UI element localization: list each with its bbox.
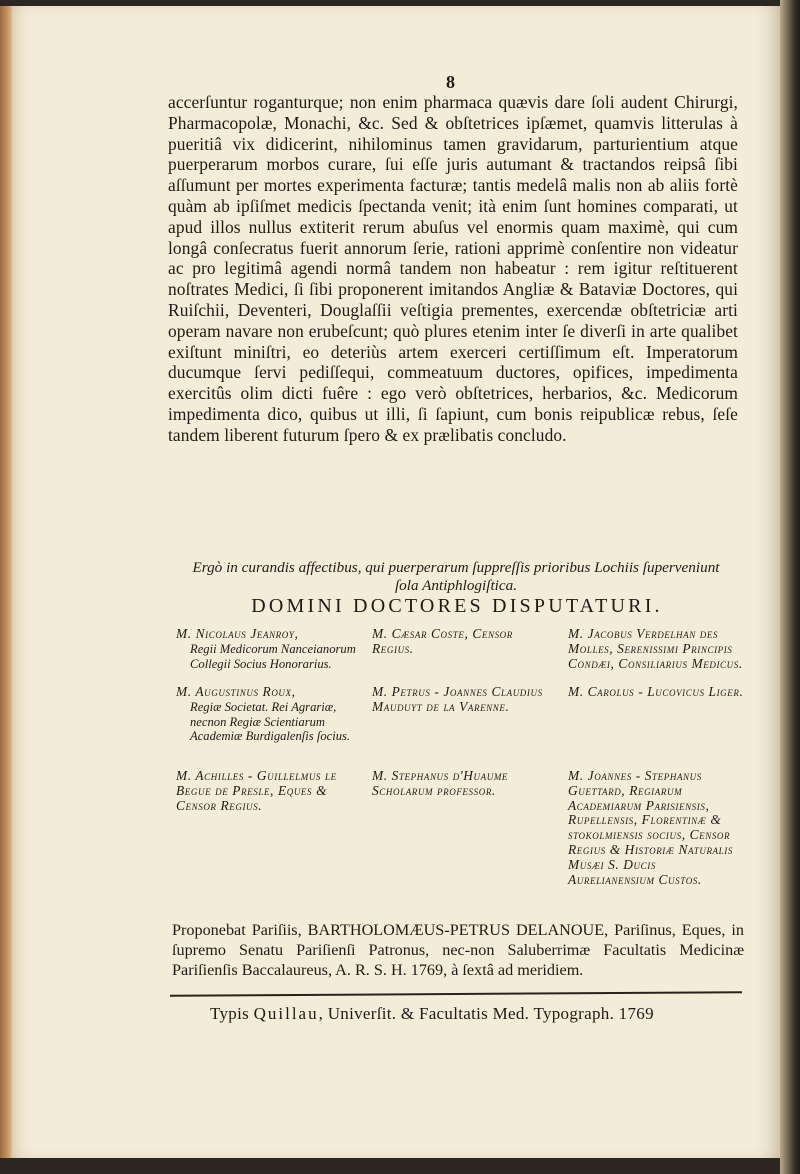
disputant-entry: [568, 769, 746, 887]
page-number: 8: [446, 72, 455, 92]
disputant-name: M. Stephanus d'Huaume Scholarum profeſſor.: [372, 768, 509, 798]
proponebat-paragraph: Proponebat Pariſiis, BARTHOLOMÆUS-PETRUS DELANOUE, Pariſinus, Eques, in ſupremo Senatu Pariſienſi Patronus, nec-non Saluberrimæ Facultatis Medicinæ Pariſienſis Baccalaureus, A. R. S. H. 1769, à ſextâ ad meridiem.: [172, 921, 744, 979]
disputant-entry: [176, 769, 364, 813]
disputant-desc: Regii Medicorum Nanceianorum Collegii Socius Honorarius.: [190, 641, 356, 671]
printer-line: [210, 1004, 750, 1024]
printer-name: Quillau: [253, 1004, 319, 1023]
ergo-thesis: Ergò in curandis affectibus, qui puerperarum ſuppreſſis prioribus Lochiis ſuperveniunt ſola Antiphlogiſtica.: [192, 559, 720, 594]
printer-rest: , Univerſit. & Facultatis Med. Typograph. 1769: [318, 1004, 654, 1023]
printer-prefix: Typis: [210, 1004, 250, 1023]
disputant-name: M. Cæsar Coste, Cenſor Regius.: [372, 626, 513, 656]
disputant-entry: [568, 685, 746, 759]
disputant-name: M. Achilles - Guillelmus le Begue de Presle, Eques & Cenſor Regius.: [176, 768, 337, 813]
disputant-name: M. Nicolaus Jeanroy,: [176, 626, 299, 641]
disputant-entry: [568, 627, 746, 675]
disputant-name: M. Petrus - Joannes Claudius Mauduyt de la Varenne.: [372, 684, 543, 714]
disputant-entry: [372, 769, 552, 799]
disputant-name: M. Carolus - Lucovicus Liger.: [568, 684, 744, 699]
disputants-column-1: [176, 627, 364, 823]
disputants-heading: DOMINI DOCTORES DISPUTATURI.: [251, 595, 663, 617]
disputants-column-3: [568, 627, 746, 897]
disputant-entry: [176, 627, 364, 675]
disputant-name: M. Joannes - Stephanus Guettard, Regiarum Academiarum Pariſienſis, Rupellenſis, Florentinæ & ſtokolmienſis ſocius, Cenſor Regius & Hiſtoriæ Naturalis Muſæi S. Ducis Aurelianenſium Cuſtos.: [568, 768, 733, 887]
disputants-column-2: [372, 627, 552, 809]
disputant-entry: [176, 685, 364, 759]
disputant-entry: [372, 627, 552, 675]
book-gutter-right: [780, 0, 800, 1174]
body-text: accerſuntur roganturque; non enim pharmaca quævis dare ſoli audent Chirurgi, Pharmacopolæ, Monachi, &c. Sed & obſtetrices ipſæmet, quamvis litterulas à pueritiâ vix didicerint, nihilominus tamen gravidarum, parturientium atque puerperarum morbos curare, ſui eſſe juris autumant & tractandos reipsâ ſibi aſſumunt per mortes experimenta facturæ; tantis medelâ malis non ab aliis fortè quàm ab ipſiſmet medicis ſpectanda venit; ità enim ſunt homines comparati, ut apud illos nullus extiterit rerum abuſus vel enormis quam maximè, qui cum longâ conſecratus fuerit annorum ſerie, rationi apprimè conſentire non videatur ac pro legitimâ agendi normâ tandem non habeatur : rem igitur reſtituerent noſtrates Medici, ſi ſibi proponerent imitandos Angliæ & Bataviæ Doctores, qui Ruiſchii, Deventeri, Douglaſſii veſtigia prementes, exercendæ obſtetriciæ arti operam navare non erubeſcunt; quò plures etenim inter ſe diverſi in arte qualibet exiſtunt miniſtri, eo deteriùs artem exerceri certiſſimum eſt. Imperatorum ducumque ſervi pediſſequi, commeatuum ductores, opifices, impedimenta exercitûs olim dicti fuêre : ego verò obſtetrices, herbarios, &c. Medicorum impedimenta dico, quibus ut illi, ſi ſapiunt, cum bonis reipublicæ rebus, ſeſe tandem liberent futurum ſpero & ex prælibatis concludo.: [168, 92, 738, 445]
disputant-name: M. Jacobus Verdelhan des Molles, Sereniſſimi Principis Condæi, Conſiliarius Medicus.: [568, 626, 743, 671]
body-paragraph: [168, 92, 738, 446]
disputant-entry: [372, 685, 552, 759]
disputant-desc: Regiæ Societat. Rei Agrariæ, necnon Regiæ Scientiarum Academiæ Burdigalenſis ſocius.: [190, 699, 351, 744]
disputant-name: M. Augustinus Roux,: [176, 684, 296, 699]
